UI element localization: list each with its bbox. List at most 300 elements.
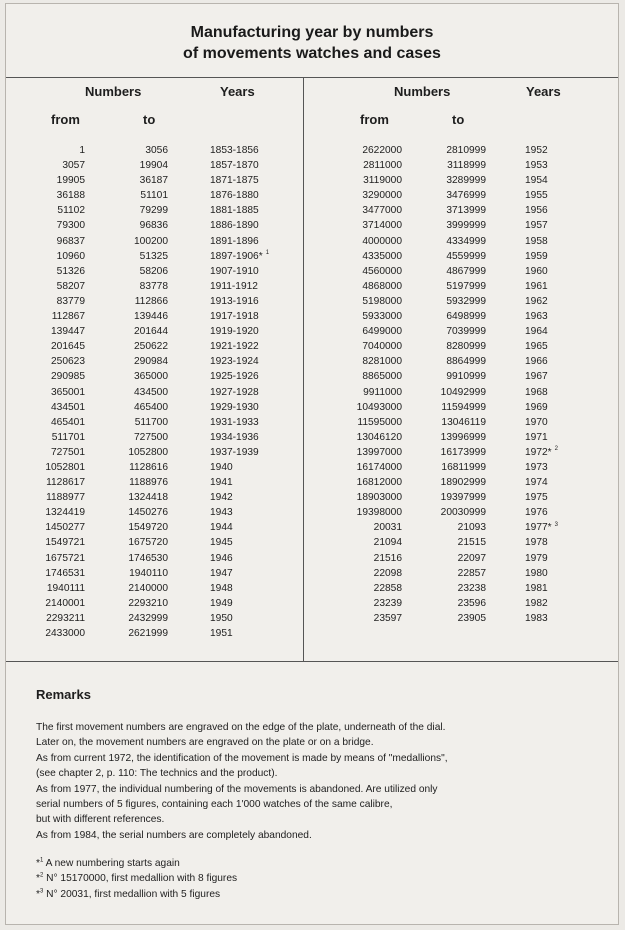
number-from-cell: 11595000 xyxy=(357,416,402,428)
year-text: 1919-1920 xyxy=(210,326,259,338)
number-from-cell: 20031 xyxy=(373,522,402,534)
number-from-cell: 250623 xyxy=(51,356,85,368)
year-text: 1937-1939 xyxy=(210,446,259,458)
table-row xyxy=(304,143,618,158)
number-to-cell: 3713999 xyxy=(446,205,486,217)
table-row xyxy=(304,203,618,218)
number-from-cell: 5933000 xyxy=(362,311,402,323)
year-cell xyxy=(210,294,259,309)
footnote-mark: * xyxy=(36,873,40,885)
number-from-cell: 139447 xyxy=(51,326,85,338)
table-row xyxy=(6,264,303,279)
table-row xyxy=(304,324,618,339)
year-cell xyxy=(525,551,548,566)
year-cell xyxy=(525,354,548,369)
table-row xyxy=(304,188,618,203)
table-row xyxy=(304,596,618,611)
year-text: 1944 xyxy=(210,522,233,534)
footnote-number: 1 xyxy=(39,857,44,864)
year-cell xyxy=(210,173,259,188)
year-text: 1963 xyxy=(525,311,548,323)
year-text: 1881-1885 xyxy=(210,205,259,217)
footnote-text: A new numbering starts again xyxy=(43,858,180,869)
table-row xyxy=(6,354,303,369)
table-row xyxy=(6,369,303,384)
remarks-line: but with different references. xyxy=(36,814,165,826)
year-text: 1952 xyxy=(525,145,548,156)
year-cell xyxy=(525,279,548,294)
table-row xyxy=(304,218,618,233)
number-to-cell: 1052800 xyxy=(128,446,168,458)
page-title xyxy=(6,22,618,64)
year-cell xyxy=(210,400,259,415)
number-from-cell: 1128617 xyxy=(46,477,85,489)
number-from-cell: 3057 xyxy=(62,160,85,172)
year-cell xyxy=(525,400,548,415)
year-cell xyxy=(525,445,558,460)
year-text: 1934-1936 xyxy=(210,431,259,443)
table-row xyxy=(304,264,618,279)
number-to-cell: 250622 xyxy=(134,341,168,353)
table-row xyxy=(6,505,303,520)
number-from-cell: 22858 xyxy=(373,582,402,594)
footnote-ref: 2 xyxy=(554,446,558,453)
year-text: 1959 xyxy=(525,250,548,262)
footnote xyxy=(36,871,237,886)
number-to-cell: 13996999 xyxy=(440,431,486,443)
number-to-cell: 21093 xyxy=(457,522,486,534)
table-row xyxy=(304,339,618,354)
table-row xyxy=(304,294,618,309)
document-page xyxy=(5,3,619,925)
remarks-line: serial numbers of 5 figures, containing each 1'000 watches of the same calibre, xyxy=(36,799,393,811)
year-cell xyxy=(525,490,548,505)
number-from-cell: 19905 xyxy=(56,175,85,187)
number-to-cell: 16811999 xyxy=(441,461,486,473)
number-to-cell: 2621999 xyxy=(128,628,168,639)
table-row xyxy=(304,249,618,264)
table-row xyxy=(6,234,303,249)
year-cell xyxy=(210,234,259,249)
year-cell xyxy=(210,626,233,641)
footnote xyxy=(36,856,237,871)
number-to-cell: 139446 xyxy=(134,311,168,323)
remarks-title: Remarks xyxy=(36,687,91,702)
number-to-cell: 5932999 xyxy=(446,295,486,307)
year-text: 1907-1910 xyxy=(210,265,259,277)
year-cell xyxy=(210,188,259,203)
year-text: 1983 xyxy=(525,612,548,624)
year-text: 1975 xyxy=(525,492,548,504)
year-cell xyxy=(525,203,548,218)
number-from-cell: 5198000 xyxy=(362,295,402,307)
number-from-cell: 8865000 xyxy=(362,371,402,383)
table-row xyxy=(304,430,618,445)
table-row xyxy=(6,626,303,641)
table-row xyxy=(304,234,618,249)
year-text: 1921-1922 xyxy=(210,341,259,353)
table-row xyxy=(304,490,618,505)
year-text: 1949 xyxy=(210,597,233,609)
year-text: 1897-1906* xyxy=(210,250,263,262)
table-row xyxy=(6,490,303,505)
year-cell xyxy=(210,430,259,445)
number-to-cell: 4334999 xyxy=(446,235,486,247)
remarks-line: As from 1977, the individual numbering of the movements is abandoned. Are utilized only xyxy=(36,783,438,795)
year-cell xyxy=(525,596,548,611)
number-to-cell: 51101 xyxy=(140,190,168,202)
year-cell xyxy=(210,339,259,354)
remarks-line: Later on, the movement numbers are engraved on the plate or on a bridge. xyxy=(36,737,374,749)
table-row xyxy=(304,475,618,490)
year-cell xyxy=(210,445,259,460)
year-cell xyxy=(525,294,548,309)
year-cell xyxy=(210,611,233,626)
footnote-number: 2 xyxy=(39,873,44,880)
year-text: 1948 xyxy=(210,582,233,594)
year-text: 1978 xyxy=(525,537,548,549)
number-from-cell: 1052801 xyxy=(45,461,85,473)
table-row xyxy=(304,551,618,566)
number-to-cell: 1324418 xyxy=(128,492,168,504)
year-cell xyxy=(210,264,259,279)
footnote-ref: 1 xyxy=(265,250,270,257)
year-text: 1956 xyxy=(525,205,548,217)
year-cell xyxy=(210,354,259,369)
table-row xyxy=(6,460,303,475)
table-row xyxy=(304,611,618,626)
number-to-cell: 10492999 xyxy=(440,386,486,398)
year-text: 1969 xyxy=(525,401,548,413)
number-from-cell: 16174000 xyxy=(356,461,402,473)
year-text: 1945 xyxy=(210,537,233,549)
right-numbers-header: Numbers xyxy=(394,84,451,99)
year-cell xyxy=(210,249,269,264)
table-row xyxy=(304,385,618,400)
table-row xyxy=(6,279,303,294)
number-to-cell: 2432999 xyxy=(128,612,168,624)
year-text: 1976 xyxy=(525,507,548,519)
year-text: 1971 xyxy=(525,431,548,443)
number-to-cell: 83778 xyxy=(139,280,168,292)
year-text: 1955 xyxy=(525,190,548,202)
table-row xyxy=(6,218,303,233)
number-from-cell: 434501 xyxy=(51,401,85,413)
number-from-cell: 10493000 xyxy=(356,401,402,413)
table-row xyxy=(6,596,303,611)
table-row xyxy=(6,520,303,535)
title-line-2: of movements watches and cases xyxy=(183,45,441,62)
number-to-cell: 36187 xyxy=(139,175,168,187)
number-from-cell: 2622000 xyxy=(362,145,402,156)
table-row xyxy=(304,400,618,415)
number-from-cell: 3477000 xyxy=(362,205,402,217)
right-years-header: Years xyxy=(526,84,561,99)
number-from-cell: 2811000 xyxy=(363,160,402,172)
left-from-header: from xyxy=(51,112,80,127)
year-cell xyxy=(525,218,548,233)
number-to-cell: 1450276 xyxy=(128,507,168,519)
table-row xyxy=(6,611,303,626)
number-from-cell: 112867 xyxy=(51,311,85,323)
number-to-cell: 21515 xyxy=(457,537,486,549)
year-text: 1973 xyxy=(525,461,548,473)
year-text: 1950 xyxy=(210,612,233,624)
year-cell xyxy=(525,173,548,188)
number-from-cell: 83779 xyxy=(56,295,85,307)
year-text: 1911-1912 xyxy=(210,280,258,292)
year-text: 1927-1928 xyxy=(210,386,259,398)
number-from-cell: 365001 xyxy=(51,386,85,398)
table-top-rule xyxy=(6,77,618,78)
number-to-cell: 365000 xyxy=(134,371,168,383)
number-to-cell: 96836 xyxy=(139,220,168,232)
number-from-cell: 1324419 xyxy=(45,507,85,519)
number-to-cell: 5197999 xyxy=(446,280,486,292)
year-text: 1965 xyxy=(525,341,548,353)
number-to-cell: 112866 xyxy=(134,295,168,307)
year-cell xyxy=(525,234,548,249)
table-row xyxy=(6,294,303,309)
year-cell xyxy=(210,566,233,581)
number-to-cell: 1746530 xyxy=(128,552,168,564)
year-cell xyxy=(525,158,548,173)
table-row xyxy=(304,354,618,369)
year-text: 1931-1933 xyxy=(210,416,259,428)
remarks-line: The first movement numbers are engraved on the edge of the plate, underneath of the dial. xyxy=(36,722,446,733)
number-from-cell: 58207 xyxy=(56,280,85,292)
number-to-cell: 511700 xyxy=(134,416,168,428)
year-text: 1966 xyxy=(525,356,548,368)
year-text: 1977* xyxy=(525,522,552,534)
number-from-cell: 1940111 xyxy=(46,582,85,594)
year-cell xyxy=(525,188,548,203)
year-text: 1974 xyxy=(525,477,548,489)
year-text: 1925-1926 xyxy=(210,371,259,383)
year-cell xyxy=(210,581,233,596)
number-to-cell: 22857 xyxy=(457,567,486,579)
number-from-cell: 2140001 xyxy=(45,597,85,609)
year-text: 1967 xyxy=(525,371,548,383)
number-from-cell: 1675721 xyxy=(45,552,85,564)
footnote-text: N° 20031, first medallion with 5 figures xyxy=(43,888,221,900)
year-cell xyxy=(525,535,548,550)
year-text: 1947 xyxy=(210,567,233,579)
number-from-cell: 201645 xyxy=(51,341,85,353)
year-text: 1886-1890 xyxy=(210,220,259,232)
number-to-cell: 23905 xyxy=(457,612,486,624)
number-from-cell: 13046120 xyxy=(356,431,402,443)
year-text: 1951 xyxy=(210,628,233,639)
table-row xyxy=(6,415,303,430)
year-cell xyxy=(210,309,259,324)
table-row xyxy=(304,505,618,520)
number-to-cell: 20030999 xyxy=(440,507,486,519)
number-to-cell: 2140000 xyxy=(128,582,168,594)
left-to-header: to xyxy=(143,112,156,127)
number-from-cell: 1549721 xyxy=(45,537,85,549)
table-row xyxy=(6,566,303,581)
number-from-cell: 4868000 xyxy=(362,280,402,292)
footnote-ref: 3 xyxy=(554,521,558,528)
year-text: 1957 xyxy=(525,220,548,232)
footnote-text: N° 15170000, first medallion with 8 figures xyxy=(43,873,238,885)
year-text: 1954 xyxy=(525,175,548,187)
number-to-cell: 8280999 xyxy=(446,341,486,353)
year-cell xyxy=(525,475,548,490)
number-to-cell: 4559999 xyxy=(446,250,486,262)
table-row xyxy=(6,158,303,173)
year-text: 1946 xyxy=(210,552,233,564)
year-cell xyxy=(525,611,548,626)
year-cell xyxy=(525,430,548,445)
number-from-cell: 51326 xyxy=(56,265,85,277)
year-cell xyxy=(525,143,548,158)
table-row xyxy=(6,173,303,188)
number-from-cell: 727501 xyxy=(51,446,85,458)
number-from-cell: 1 xyxy=(79,145,85,156)
year-cell xyxy=(525,505,548,520)
year-text: 1929-1930 xyxy=(210,401,259,413)
number-from-cell: 36188 xyxy=(56,190,85,202)
number-to-cell: 7039999 xyxy=(446,326,486,338)
footnote-mark: * xyxy=(36,888,40,900)
number-from-cell: 21094 xyxy=(373,537,402,549)
number-from-cell: 290985 xyxy=(51,371,85,383)
year-text: 1913-1916 xyxy=(210,295,259,307)
table-row xyxy=(304,581,618,596)
year-text: 1923-1924 xyxy=(210,356,259,368)
left-numbers-header: Numbers xyxy=(85,84,142,99)
number-to-cell: 19397999 xyxy=(440,492,486,504)
year-text: 1941 xyxy=(210,477,233,489)
number-from-cell: 2293211 xyxy=(46,612,85,624)
number-from-cell: 9911000 xyxy=(363,386,402,398)
year-text: 1891-1896 xyxy=(210,235,259,247)
number-to-cell: 19904 xyxy=(139,160,168,172)
table-row xyxy=(304,566,618,581)
number-to-cell: 201644 xyxy=(134,326,168,338)
number-from-cell: 1450277 xyxy=(45,522,85,534)
number-from-cell: 511701 xyxy=(51,431,85,443)
table-row xyxy=(6,339,303,354)
number-from-cell: 465401 xyxy=(51,416,85,428)
year-text: 1962 xyxy=(525,295,548,307)
table-row xyxy=(304,369,618,384)
year-text: 1942 xyxy=(210,492,233,504)
footnotes xyxy=(36,856,237,902)
number-from-cell: 6499000 xyxy=(362,326,402,338)
table-row xyxy=(304,520,618,535)
number-to-cell: 3999999 xyxy=(446,220,486,232)
number-from-cell: 4000000 xyxy=(362,235,402,247)
number-to-cell: 1940110 xyxy=(129,567,168,579)
number-from-cell: 3290000 xyxy=(362,190,402,202)
number-from-cell: 3714000 xyxy=(362,220,402,232)
title-line-1: Manufacturing year by numbers xyxy=(190,24,434,41)
number-to-cell: 1675720 xyxy=(128,537,168,549)
year-text: 1972* xyxy=(525,446,552,458)
number-from-cell: 8281000 xyxy=(362,356,402,368)
table-row xyxy=(6,445,303,460)
table-row xyxy=(6,385,303,400)
year-cell xyxy=(525,520,558,535)
number-from-cell: 96837 xyxy=(56,235,85,247)
year-cell xyxy=(210,158,259,173)
remarks-text xyxy=(36,720,448,843)
year-cell xyxy=(525,385,548,400)
number-to-cell: 11594999 xyxy=(441,401,486,413)
number-from-cell: 10960 xyxy=(56,250,85,262)
number-from-cell: 7040000 xyxy=(362,341,402,353)
number-to-cell: 3289999 xyxy=(446,175,486,187)
left-table-body xyxy=(6,143,303,641)
number-to-cell: 8864999 xyxy=(446,356,486,368)
table-row xyxy=(6,249,303,264)
year-text: 1961 xyxy=(525,280,548,292)
number-to-cell: 1549720 xyxy=(128,522,168,534)
number-to-cell: 2293210 xyxy=(128,597,168,609)
table-row xyxy=(6,324,303,339)
year-cell xyxy=(210,143,259,158)
number-from-cell: 22098 xyxy=(373,567,402,579)
right-table-body xyxy=(304,143,618,626)
year-cell xyxy=(210,415,259,430)
number-from-cell: 4560000 xyxy=(362,265,402,277)
year-text: 1980 xyxy=(525,567,548,579)
number-from-cell: 2433000 xyxy=(45,628,85,639)
number-from-cell: 18903000 xyxy=(356,492,402,504)
footnote-number: 3 xyxy=(39,888,44,895)
table-row xyxy=(304,279,618,294)
year-cell xyxy=(525,581,548,596)
year-cell xyxy=(525,324,548,339)
footnote-mark: * xyxy=(36,858,40,869)
number-to-cell: 727500 xyxy=(134,431,168,443)
table-row xyxy=(304,460,618,475)
number-to-cell: 6498999 xyxy=(446,311,486,323)
number-to-cell: 23238 xyxy=(457,582,486,594)
number-to-cell: 3118999 xyxy=(447,160,486,172)
table-bottom-rule xyxy=(6,661,618,662)
year-text: 1970 xyxy=(525,416,548,428)
footnote xyxy=(36,887,237,902)
number-from-cell: 1746531 xyxy=(45,567,85,579)
number-to-cell: 465400 xyxy=(134,401,168,413)
year-cell xyxy=(210,385,259,400)
year-text: 1968 xyxy=(525,386,548,398)
table-row xyxy=(304,173,618,188)
right-to-header: to xyxy=(452,112,465,127)
table-row xyxy=(6,143,303,158)
number-from-cell: 13997000 xyxy=(356,446,402,458)
table-row xyxy=(6,203,303,218)
year-cell xyxy=(525,415,548,430)
table-row xyxy=(6,475,303,490)
remarks-line: (see chapter 2, p. 110: The technics and the product). xyxy=(36,768,278,780)
year-cell xyxy=(525,460,548,475)
number-from-cell: 1188977 xyxy=(46,492,85,504)
year-cell xyxy=(210,596,233,611)
year-text: 1943 xyxy=(210,507,233,519)
remarks-line: As from 1984, the serial numbers are completely abandoned. xyxy=(36,829,312,841)
number-to-cell: 22097 xyxy=(457,552,486,564)
year-text: 1876-1880 xyxy=(210,190,259,202)
number-to-cell: 1128616 xyxy=(129,461,168,473)
year-text: 1853-1856 xyxy=(210,145,259,156)
number-to-cell: 9910999 xyxy=(446,371,486,383)
table-row xyxy=(304,535,618,550)
